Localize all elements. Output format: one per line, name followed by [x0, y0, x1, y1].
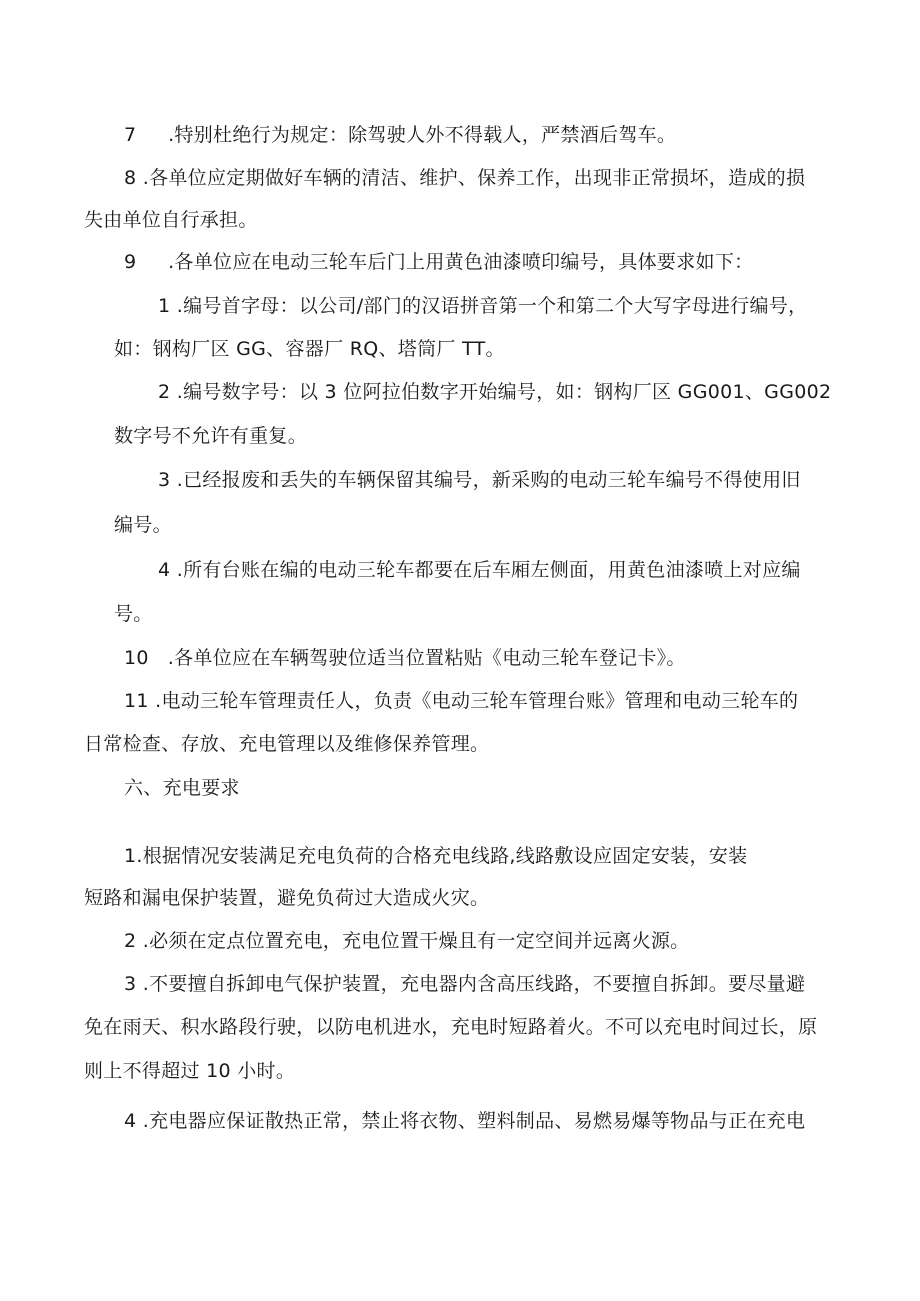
paragraph-10: 10 .各单位应在车辆驾驶位适当位置粘贴《电动三轮车登记卡》。 [124, 647, 686, 669]
charging-item-1-line-2: 短路和漏电保护装置，避免负荷过大造成火灾。 [84, 887, 490, 909]
sub-item-4-line-1: 4 .所有台账在编的电动三轮车都要在后车厢左侧面，用黄色油漆喷上对应编 [158, 559, 801, 581]
paragraph-8-line-2: 失由单位自行承担。 [84, 209, 258, 231]
paragraph-11-line-1: 11 .电动三轮车管理责任人，负责《电动三轮车管理台账》管理和电动三轮车的 [124, 690, 799, 712]
sub-item-1-line-1: 1 .编号首字母：以公司/部门的汉语拼音第一个和第二个大写字母进行编号， [158, 295, 808, 317]
sub-item-4-line-2: 号。 [114, 603, 153, 625]
sub-item-2-line-2: 数字号不允许有重复。 [114, 425, 308, 447]
sub-item-2-line-1: 2 .编号数字号：以 3 位阿拉伯数字开始编号，如：钢构厂区 GG001、GG002 [158, 381, 832, 403]
section-heading-charging: 六、充电要求 [124, 777, 240, 799]
charging-item-3-line-3: 则上不得超过 10 小时。 [84, 1060, 296, 1082]
charging-item-3-line-2: 免在雨天、积水路段行驶，以防电机进水，充电时短路着火。不可以充电时间过长，原 [84, 1016, 818, 1038]
paragraph-9: 9 .各单位应在电动三轮车后门上用黄色油漆喷印编号，具体要求如下： [124, 251, 754, 273]
charging-item-4: 4 .充电器应保证散热正常，禁止将衣物、塑料制品、易燃易爆等物品与正在充电 [124, 1110, 806, 1132]
sub-item-3-line-1: 3 .已经报废和丢失的车辆保留其编号，新采购的电动三轮车编号不得使用旧 [158, 469, 801, 491]
charging-item-1-line-1: 1.根据情况安装满足充电负荷的合格充电线路,线路敷设应固定安装，安装 [124, 845, 748, 867]
charging-item-2: 2 .必须在定点位置充电，充电位置干燥且有一定空间并远离火源。 [124, 930, 690, 952]
charging-item-3-line-1: 3 .不要擅自拆卸电气保护装置，充电器内含高压线路，不要擅自拆卸。要尽量避 [124, 973, 806, 995]
paragraph-7: 7 .特别杜绝行为规定：除驾驶人外不得载人，严禁酒后驾车。 [124, 124, 677, 146]
sub-item-3-line-2: 编号。 [114, 514, 172, 536]
paragraph-11-line-2: 日常检查、存放、充电管理以及维修保养管理。 [84, 733, 490, 755]
paragraph-8-line-1: 8 .各单位应定期做好车辆的清洁、维护、保养工作，出现非正常损坏，造成的损 [124, 167, 806, 189]
sub-item-1-line-2: 如：钢构厂区 GG、容器厂 RQ、塔筒厂 TT。 [114, 338, 505, 360]
